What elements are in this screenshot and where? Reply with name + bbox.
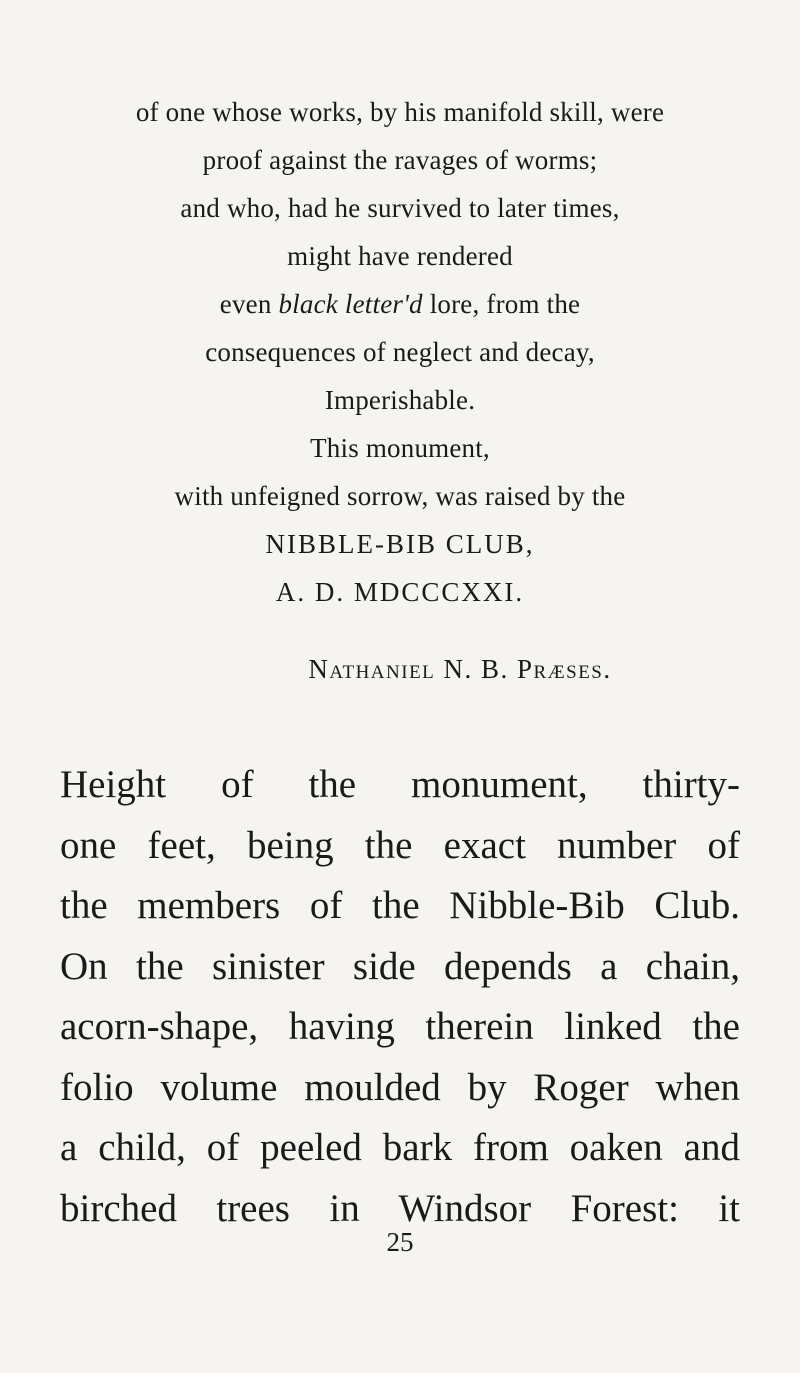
club-name: NIBBLE-BIB CLUB, bbox=[265, 529, 535, 559]
epitaph-inscription bbox=[0, 88, 800, 616]
body-line: Height of the monument, thirty- bbox=[60, 763, 740, 806]
body-line: acorn-shape, having therein linked the bbox=[60, 1005, 740, 1048]
body-line: the members of the Nibble-Bib Club. bbox=[60, 884, 740, 927]
epitaph-line: and who, had he survived to later times, bbox=[180, 193, 620, 223]
italic-phrase: black letter'd bbox=[278, 289, 423, 319]
epitaph-date: A. D. MDCCCXXI. bbox=[275, 577, 525, 607]
epitaph-line: Imperishable. bbox=[324, 385, 476, 415]
body-line: folio volume moulded by Roger when bbox=[60, 1065, 740, 1109]
body-line: a child, of peeled bark from oaken and bbox=[60, 1126, 740, 1169]
epitaph-text: lore, from the bbox=[422, 289, 581, 319]
signature: Nathaniel N. B. Præses. bbox=[308, 654, 612, 684]
epitaph-line: of one whose works, by his manifold skill, were bbox=[135, 97, 665, 127]
epitaph-line: with unfeigned sorrow, was raised by the bbox=[174, 481, 626, 511]
page-number: 25 bbox=[386, 1227, 414, 1257]
body-line: one feet, being the exact number of bbox=[60, 823, 740, 867]
body-paragraph bbox=[60, 755, 740, 1239]
epitaph-text: even bbox=[219, 289, 279, 319]
body-line: On the sinister side depends a chain, bbox=[60, 944, 740, 988]
epitaph-line: might have rendered bbox=[287, 241, 513, 271]
epitaph-line: proof against the ravages of worms; bbox=[202, 145, 598, 175]
body-line: birched trees in Windsor Forest: it bbox=[60, 1186, 740, 1230]
epitaph-line bbox=[0, 280, 800, 328]
epitaph-line: consequences of neglect and decay, bbox=[205, 337, 595, 367]
epitaph-line: This monument, bbox=[310, 433, 490, 463]
